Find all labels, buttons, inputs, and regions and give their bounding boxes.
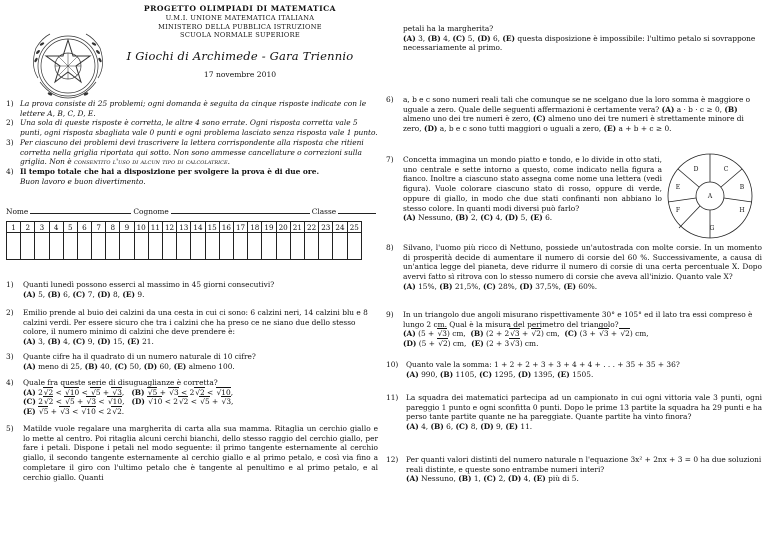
question-options: (A) 2√2 < √10 < √5 + √3, (B) √5 + √3 < 2√2 < √10, (C) 2√2 < √5 + √3 < √10, (D) √10 < 2√2 < √5 + √3, (E) √5 + √3 < √10 < 2√2. [23, 387, 234, 417]
question-options: (A) 3, (B) 4, (C) 5, (D) 6, (E) questa disposizione è impossibile: l'ultimo petalo si sovrappone necessariamente al primo. [403, 33, 756, 53]
question-text: a, b e c sono numeri reali tali che comunque se ne scelgano due la loro somma è maggiore o uguale a zero. Quale delle seguenti affermazioni è certamente vera? (A) a · b · c ≥ 0, (B) almeno uno dei tre numeri è zero, (C) almeno uno dei tre numeri è strettamente minore di zero, (D) a, b e c sono tutti maggiori o uguali a zero, (E) a + b + c ≥ 0. [403, 95, 751, 134]
competition-date: 17 novembre 2010 [203, 69, 277, 79]
instruction-bold-text: Il tempo totale che hai a disposizione per svolgere la prova è di due ore. [20, 166, 320, 176]
question-text: Quanto vale la somma: 1 + 2 + 2 + 3 + 3 + 4 + 4 + . . . + 35 + 35 + 36? [406, 360, 680, 369]
question-text: Silvano, l'uomo più ricco di Nettuno, possiede un'autostrada con molte corsie. In un momento di prosperità decide di aumentare il numero di corsie del 60 %. Successivamente, a causa di un'antica legge del pianeta, deve ridurre il numero di corsie di una certa percentuale X. Dopo avervi fatto sì ritrova con lo stesso numero di corsie che aveva all'inizio. Quanto vale X? [403, 243, 762, 282]
question-options: (A) Nessuno, (B) 2, (C) 4, (D) 5, (E) 6. [403, 213, 553, 223]
answer-cell[interactable] [63, 233, 77, 260]
instruction-item: 2) Una sola di queste risposte è corretta, le altre 4 sono errate. Ogni risposta corretta vale 5 punti, ogni risposta sbagliata vale 0 punti e ogni problema lasciato senza risposta vale 1 punto. [6, 118, 378, 138]
question-options: (A) 15%, (B) 21,5%, (C) 28%, (D) 37,5%, (E) 60%. [403, 281, 598, 291]
question-3: 3) Quante cifre ha il quadrato di un numero naturale di 10 cifre? (A) meno di 25, (B) 40, (C) 50, (D) 60, (E) almeno 100. [6, 352, 378, 371]
ministry-name: MINISTERO DELLA PUBBLICA ISTRUZIONE [158, 22, 322, 31]
question-options: (A) meno di 25, (B) 40, (C) 50, (D) 60, (E) almeno 100. [23, 361, 235, 371]
organization-subtitle: U.M.I. UNIONE MATEMATICA ITALIANA [165, 14, 315, 22]
question-text: Quante cifre ha il quadrato di un numero naturale di 10 cifre? [23, 352, 256, 361]
question-text: Quanti lunedì possono esserci al massimo in 45 giorni consecutivi? [23, 280, 275, 289]
question-text: Matilde vuole regalare una margherita di carta alla sua mamma. Ritaglia un cerchio giallo e lo mette al centro. Poi ritaglia alcuni cerchi bianchi, dello stesso raggio del cerchio giallo, per fare i petali. Dispone i petali nel modo seguente: il primo tangente esternamente al cerchio giallo, il secondo tangente esternamente al cerchio giallo e al primo petalo, e così via fino a completare il giro con l'ultimo petalo che è tangente al penultimo e al primo petalo, e al cerchio giallo. Quanti [23, 424, 378, 482]
question-11: 11) La squadra dei matematici partecipa ad un campionato in cui ogni vittoria vale 3 punti, ogni pareggio 1 punto e ogni sconfitta 0 punti. Dopo le prime 13 partite la squadra ha 29 punti e ha perso tante partite quante ne ha pareggiate. Quante partite ha vinto finora? (A) 4, (B) 6, (C) 8, (D) 9, (E) 11. [386, 393, 762, 432]
question-text: Emilio prende al buio dei calzini da una cesta in cui ci sono: 6 calzini neri, 14 calzini blu e 8 calzini verdi. Per essere sicuro che tra i calzini che ha preso ce ne siano due dello stesso colore, il numero minimo di calzini che deve prendere è: [23, 308, 368, 337]
state-label-a: A [707, 193, 713, 200]
question-5: 5) Matilde vuole regalare una margherita di carta alla sua mamma. Ritaglia un cerchio giallo e lo mette al centro. Poi ritaglia alcuni cerchi bianchi, dello stesso raggio del cerchio giallo, per fare i petali. Dispone i petali nel modo seguente: il primo tangente esternamente al cerchio giallo, il secondo tangente esternamente al cerchio giallo e al primo petalo, e così via fino a completare il giro con l'ultimo petalo che è tangente al penultimo e al primo petalo, e al cerchio giallo. Quanti [6, 424, 378, 482]
organization-title: PROGETTO OLIMPIADI DI MATEMATICA [143, 4, 337, 13]
state-label-h: H [739, 207, 745, 214]
instruction-item: 3) Per ciascuno dei problemi devi trascrivere la lettera corrispondente alla risposta che ritieni corretta nella griglia riportata qui sotto. Non sono ammesse cancellature o correzioni sulla griglia. Non è consentito l'uso di alcun tipo di calcolatrice. [6, 137, 364, 167]
question-2: 2) Emilio prende al buio dei calzini da una cesta in cui ci sono: 6 calzini neri, 14 calzini blu e 8 calzini verdi. Per essere sicuro che tra i calzini che ha preso ce ne siano due dello stesso colore, il numero minimo di calzini che deve prendere è: (A) 3, (B) 4, (C) 9, (D) 15, (E) 21. [6, 308, 378, 347]
question-text: petali ha la margherita? [403, 24, 494, 33]
question-8: 8) Silvano, l'uomo più ricco di Nettuno, possiede un'autostrada con molte corsie. In un momento di prosperità decide di aumentare il numero di corsie del 60 %. Successivamente, a causa di un'antica legge del pianeta, deve ridurre il numero di corsie di una certa percentuale X. Dopo avervi fatto sì ritrova con lo stesso numero di corsie che aveva all'inizio. Quanto vale X? (A) 15%, (B) 21,5%, (C) 28%, (D) 37,5%, (E) 60%. [386, 243, 762, 291]
instruction-text: Una sola di queste risposte è corretta, le altre 4 sono errate. Ogni risposta corretta vale 5 punti, ogni risposta sbagliata vale 0 punti e ogni problema lasciato senza risposta vale 1 punto. [20, 118, 378, 138]
cognome-field[interactable] [171, 207, 310, 214]
answer-cell[interactable] [49, 233, 63, 260]
answer-cell[interactable] [177, 233, 191, 260]
classe-label: Classe [311, 207, 337, 216]
answer-cell[interactable] [92, 233, 106, 260]
state-label-d: D [693, 166, 699, 173]
state-label-e: E [675, 184, 681, 191]
answer-cell[interactable] [219, 233, 233, 260]
answer-cell[interactable] [333, 233, 347, 260]
state-label-f: F [675, 207, 681, 214]
question-options: (A) 5, (B) 6, (C) 7, (D) 8, (E) 9. [23, 289, 145, 299]
answer-cell[interactable] [106, 233, 120, 260]
question-10: 10) Quanto vale la somma: 1 + 2 + 2 + 3 + 3 + 4 + 4 + . . . + 35 + 35 + 36? (A) 990, (B) 1105, (C) 1295, (D) 1395, (E) 1505. [386, 360, 762, 379]
answer-cell[interactable] [21, 233, 35, 260]
answer-cell[interactable] [276, 233, 290, 260]
grid-answer-row [7, 233, 362, 260]
question-7: 7) Concetta immagina un mondo piatto e tondo, e lo divide in otto stati, uno centrale e sette intorno a questo, come indicato nella figura a fianco. Inoltre a ciascuno stato assegna come nome una lettera (vedi figura). Vuole colorare ciascuno stato di rosso, oppure di verde, oppure di giallo, in modo che due stati confinanti non abbiano lo stesso colore. In quanti modi diversi può farlo? (A) Nessuno, (B) 2, (C) 4, (D) 5, (E) 6. [386, 155, 662, 223]
question-options: (A) 990, (B) 1105, (C) 1295, (D) 1395, (E) 1505. [406, 369, 594, 379]
question-6: 6) a, b e c sono numeri reali tali che comunque se ne scelgano due la loro somma è maggiore o uguale a zero. Quale delle seguenti affermazioni è certamente vera? (A) a · b · c ≥ 0, (B) almeno uno dei tre numeri è zero, (C) almeno uno dei tre numeri è strettamente minore di zero, (D) a, b e c sono tutti maggiori o uguali a zero, (E) a + b + c ≥ 0. [386, 95, 762, 134]
competition-title: I Giochi di Archimede - Gara Triennio [126, 48, 354, 63]
answer-cell[interactable] [162, 233, 176, 260]
state-label-b: B [739, 184, 745, 191]
question-options: (A) Nessuno, (B) 1, (C) 2, (D) 4, (E) più di 5. [406, 474, 579, 484]
student-info-form [6, 207, 378, 216]
nome-field[interactable] [30, 207, 131, 214]
question-options: (A) 3, (B) 4, (C) 9, (D) 15, (E) 21. [23, 337, 154, 347]
instructions-list [6, 99, 378, 186]
question-text: La squadra dei matematici partecipa ad un campionato in cui ogni vittoria vale 3 punti, ogni pareggio 1 punto e ogni sconfitta 0 punti. Dopo le prime 13 partite la squadra ha 29 punti e ha perso tante partite quante ne ha pareggiate. Quante partite ha vinto finora? [406, 393, 762, 422]
question-4: 4) Quale fra queste serie di disuguaglianze è corretta? (A) 2√2 < √10 < √5 + √3, (B) √5 + √3 < 2√2 < √10, (C) 2√2 < √5 + √3 < √10, (D) √10 < 2√2 < √5 + √3, (E) √5 + √3 < √10 < 2√2. [6, 378, 378, 417]
answer-cell[interactable] [205, 233, 219, 260]
state-label-g: G [709, 225, 715, 232]
nome-label: Nome [6, 207, 29, 216]
answer-cell[interactable] [77, 233, 91, 260]
answer-cell[interactable] [290, 233, 304, 260]
question-1: 1) Quanti lunedì possono esserci al massimo in 45 giorni consecutivi? (A) 5, (B) 6, (C) 7, (D) 8, (E) 9. [6, 280, 378, 299]
instruction-text: Per ciascuno dei problemi devi trascrivere la lettera corrispondente alla risposta che ritieni corretta nella griglia riportata qui sotto. Non sono ammesse cancellature o correzioni sulla griglia. Non è consentito l'uso di alcun tipo di calcolatrice. [20, 137, 364, 167]
grid-number-row: 1 2 3 4 5 6 7 8 9 10 11 12 13 14 15 16 17 18 19 20 21 22 23 24 25 [7, 222, 362, 233]
state-label-c: C [723, 166, 729, 173]
answer-cell[interactable] [148, 233, 162, 260]
exam-header [120, 4, 360, 79]
answer-cell[interactable] [319, 233, 333, 260]
school-name: SCUOLA NORMALE SUPERIORE [180, 31, 300, 39]
instruction-text: La prova consiste di 25 problemi; ogni domanda è seguita da cinque risposte indicate con le lettere A, B, C, D, E. [20, 99, 367, 118]
answer-cell[interactable] [262, 233, 276, 260]
instruction-text: Buon lavoro e buon divertimento. [20, 176, 146, 186]
answer-cell[interactable] [7, 233, 21, 260]
answer-cell[interactable] [35, 233, 49, 260]
instruction-item: 1) La prova consiste di 25 problemi; ogni domanda è seguita da cinque risposte indicate con le lettere A, B, C, D, E. [6, 99, 367, 118]
answer-cell[interactable] [233, 233, 247, 260]
answer-cell[interactable] [191, 233, 205, 260]
eight-states-diagram [664, 150, 756, 242]
question-5-continued [403, 24, 761, 53]
question-options: (A) (5 + √3) cm, (B) (2 + 2√3 + √2) cm, (C) (3 + √3 + √2) cm, (D) (5 + √2) cm, (E) (2 + 3√3) cm. [403, 329, 649, 349]
answer-grid [6, 221, 362, 260]
question-12: 12) Per quanti valori distinti del numero naturale n l'equazione 3x² + 2nx + 3 = 0 ha due soluzioni reali distinte, e queste sono entrambe numeri interi? (A) Nessuno, (B) 1, (C) 2, (D) 4, (E) più di 5. [386, 455, 762, 484]
classe-field[interactable] [338, 207, 376, 214]
answer-cell[interactable] [347, 233, 361, 260]
question-text: Per quanti valori distinti del numero naturale n l'equazione 3x² + 2nx + 3 = 0 ha due soluzioni reali distinte, e queste sono entrambe numeri interi? [406, 455, 762, 474]
answer-cell[interactable] [304, 233, 318, 260]
question-options: (A) 4, (B) 6, (C) 8, (D) 9, (E) 11. [406, 422, 533, 432]
question-text: Concetta immagina un mondo piatto e tondo, e lo divide in otto stati, uno centrale e sette intorno a questo, come indicato nella figura a fianco. Inoltre a ciascuno stato assegna come nome una lettera (vedi figura). Vuole colorare ciascuno stato di rosso, oppure di verde, oppure di giallo, in modo che due stati confinanti non abbiano lo stesso colore. In quanti modi diversi può farlo? [403, 155, 662, 213]
answer-cell[interactable] [134, 233, 148, 260]
question-9: 9) In un triangolo due angoli misurano rispettivamente 30° e 105° ed il lato tra essi compreso è lungo 2 cm. Qual è la misura del perimetro del triangolo? (A) (5 + √3) cm, (B) (2 + 2√3 + √2) cm, (C) (3 + √3 + √2) cm, (D) (5 + √2) cm, (E) (2 + 3√3) cm. [386, 310, 762, 349]
question-text: Quale fra queste serie di disuguaglianze è corretta? [23, 378, 218, 387]
cognome-label: Cognome [133, 207, 169, 216]
answer-cell[interactable] [120, 233, 134, 260]
answer-cell[interactable] [248, 233, 262, 260]
question-text: In un triangolo due angoli misurano rispettivamente 30° e 105° ed il lato tra essi compreso è lungo 2 cm. Qual è la misura del perimetro del triangolo? [403, 310, 753, 329]
instruction-item: 4) Il tempo totale che hai a disposizione per svolgere la prova è di due ore. Buon lavoro e buon divertimento. [6, 166, 320, 186]
